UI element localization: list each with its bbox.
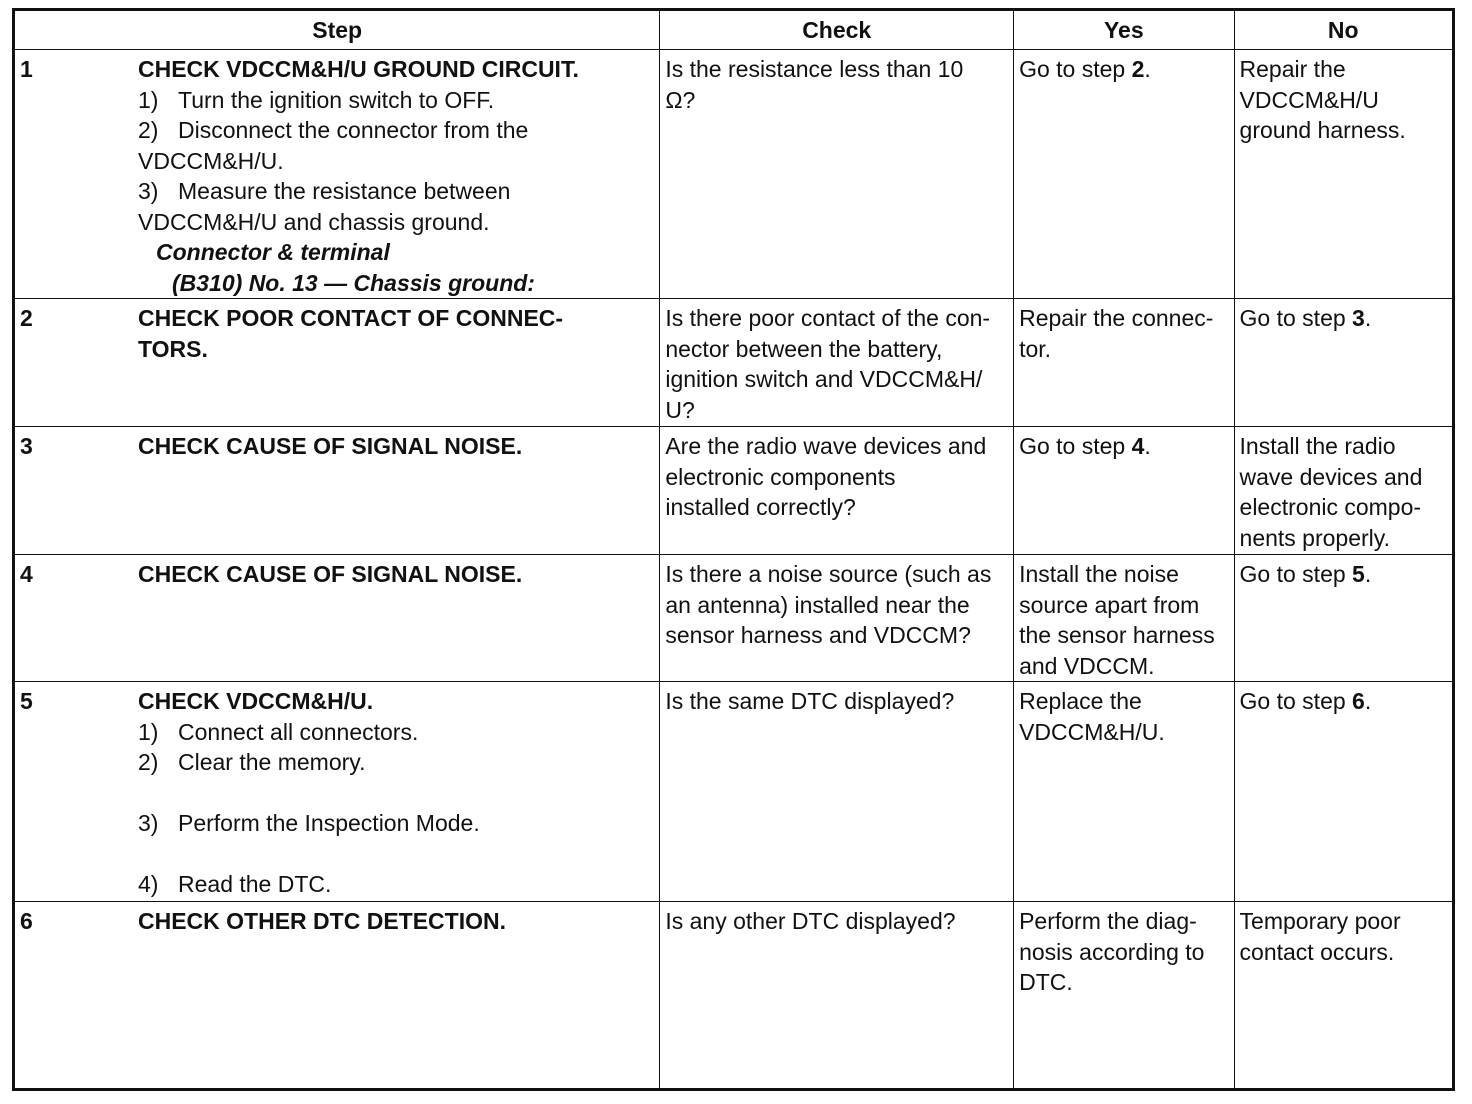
step-number: 4: [20, 561, 33, 587]
yes-text: Go to step: [1019, 56, 1132, 82]
no-line: VDCCM&H/U: [1239, 86, 1379, 113]
table-row: [14, 427, 1454, 555]
no-suffix: .: [1364, 305, 1372, 331]
no-line: contact occurs.: [1239, 938, 1395, 965]
no-line: Temporary poor: [1239, 908, 1401, 934]
no-line: Install the radio: [1239, 433, 1396, 459]
yes-line: Repair the connec-: [1019, 305, 1214, 331]
no-line: wave devices and: [1239, 463, 1423, 490]
table-row: [14, 299, 1454, 427]
no-text: Go to step: [1239, 688, 1353, 714]
yes-cell: [1014, 50, 1234, 299]
yes-line: tor.: [1019, 335, 1052, 362]
diagnostic-table: [12, 8, 1455, 1091]
yes-line: DTC.: [1019, 969, 1073, 995]
table-row: [14, 682, 1454, 902]
check-line: Is there a noise source (such as: [665, 561, 992, 587]
sub-step-number: 1): [138, 86, 159, 113]
yes-cell: [1014, 682, 1234, 902]
no-cell: [1234, 299, 1453, 427]
step-title: CHECK CAUSE OF SIGNAL NOISE.: [138, 561, 523, 587]
yes-line: VDCCM&H/U.: [1019, 718, 1165, 745]
no-suffix: .: [1364, 561, 1372, 587]
check-cell: [660, 299, 1014, 427]
yes-text: Go to step: [1019, 433, 1132, 459]
step-cell: [14, 299, 660, 427]
check-line: sensor harness and VDCCM?: [665, 622, 971, 648]
sub-step-text: Connect all connectors.: [178, 718, 419, 745]
no-text: Go to step: [1239, 305, 1353, 331]
sub-step-number: 2): [138, 117, 159, 143]
no-line: electronic compo-: [1239, 494, 1422, 520]
check-line: U?: [665, 396, 695, 423]
step-title: CHECK VDCCM&H/U.: [138, 688, 374, 714]
step-title: CHECK VDCCM&H/U GROUND CIRCUIT.: [138, 56, 579, 82]
sub-step-text: Turn the ignition switch to OFF.: [178, 86, 495, 113]
check-cell: [660, 902, 1014, 1090]
check-line: Is the resistance less than 10: [665, 56, 964, 82]
yes-line: Install the noise: [1019, 561, 1179, 587]
no-line: ground harness.: [1239, 117, 1406, 143]
step-title: CHECK CAUSE OF SIGNAL NOISE.: [138, 433, 523, 459]
yes-cell: [1014, 902, 1234, 1090]
no-cell: [1234, 50, 1453, 299]
sub-step-number: 1): [138, 718, 159, 745]
check-line: ignition switch and VDCCM&H/: [665, 366, 983, 392]
table-row: [14, 50, 1454, 299]
sub-step-text: Clear the memory.: [178, 749, 366, 775]
header-check: Check: [660, 10, 1014, 50]
connector-label: Connector & terminal: [156, 239, 390, 265]
check-cell: [660, 555, 1014, 682]
check-line: Is there poor contact of the con-: [665, 305, 991, 331]
header-yes: Yes: [1014, 10, 1234, 50]
header-step: Step: [14, 10, 660, 50]
yes-line: the sensor harness: [1019, 622, 1215, 648]
spacer: [138, 778, 654, 809]
sub-step-text-cont: VDCCM&H/U and chassis ground.: [138, 208, 490, 235]
step-title: CHECK POOR CONTACT OF CONNEC-: [138, 305, 564, 331]
step-cell: [14, 902, 660, 1090]
no-step-ref: 5: [1352, 561, 1365, 587]
step-cell: [14, 427, 660, 555]
check-line: nector between the battery,: [665, 335, 943, 362]
header-no: No: [1234, 10, 1453, 50]
step-title: TORS.: [138, 335, 208, 362]
step-cell: [14, 682, 660, 902]
check-line: Is any other DTC displayed?: [665, 908, 956, 934]
check-line: Are the radio wave devices and: [665, 433, 987, 459]
step-number: 5: [20, 688, 33, 714]
yes-suffix: .: [1144, 56, 1151, 82]
yes-line: source apart from: [1019, 591, 1200, 618]
header-row: [14, 10, 1454, 50]
no-line: nents properly.: [1239, 524, 1390, 551]
sub-step-text: Disconnect the connector from the: [178, 117, 529, 143]
sub-step-number: 2): [138, 749, 159, 775]
check-cell: [660, 682, 1014, 902]
no-cell: [1234, 555, 1453, 682]
sub-step-text: Perform the Inspection Mode.: [178, 810, 480, 836]
check-line: electronic components: [665, 463, 896, 490]
check-line: Ω?: [665, 86, 696, 113]
no-text: Go to step: [1239, 561, 1353, 587]
yes-line: Perform the diag-: [1019, 908, 1197, 934]
table-row: [14, 555, 1454, 682]
step-cell: [14, 555, 660, 682]
no-line: Repair the: [1239, 56, 1346, 82]
sub-step-text: Measure the resistance between: [178, 178, 511, 204]
table-row: [14, 902, 1454, 1090]
step-cell: [14, 50, 660, 299]
no-cell: [1234, 427, 1453, 555]
no-step-ref: 6: [1352, 688, 1365, 714]
sub-step-text-cont: VDCCM&H/U.: [138, 147, 284, 174]
no-cell: [1234, 902, 1453, 1090]
yes-cell: [1014, 427, 1234, 555]
check-cell: [660, 50, 1014, 299]
step-number: 2: [20, 305, 33, 331]
step-title: CHECK OTHER DTC DETECTION.: [138, 908, 506, 934]
yes-step-ref: 2: [1131, 56, 1145, 82]
yes-cell: [1014, 555, 1234, 682]
no-cell: [1234, 682, 1453, 902]
spacer: [138, 839, 654, 870]
check-cell: [660, 427, 1014, 555]
no-suffix: .: [1364, 688, 1372, 714]
check-line: installed correctly?: [665, 494, 856, 520]
check-line: an antenna) installed near the: [665, 591, 970, 618]
yes-line: nosis according to: [1019, 938, 1205, 965]
connector-terminal: (B310) No. 13 — Chassis ground:: [172, 269, 535, 296]
step-number: 3: [20, 433, 33, 459]
sub-step-number: 3): [138, 810, 159, 836]
yes-step-ref: 4: [1131, 433, 1145, 459]
no-step-ref: 3: [1352, 305, 1365, 331]
step-number: 6: [20, 908, 33, 934]
sub-step-number: 4): [138, 871, 159, 897]
yes-line: Replace the: [1019, 688, 1142, 714]
check-line: Is the same DTC displayed?: [665, 688, 955, 714]
step-number: 1: [20, 56, 33, 82]
sub-step-text: Read the DTC.: [178, 871, 332, 897]
yes-cell: [1014, 299, 1234, 427]
yes-suffix: .: [1144, 433, 1151, 459]
sub-step-number: 3): [138, 178, 159, 204]
yes-line: and VDCCM.: [1019, 652, 1155, 679]
